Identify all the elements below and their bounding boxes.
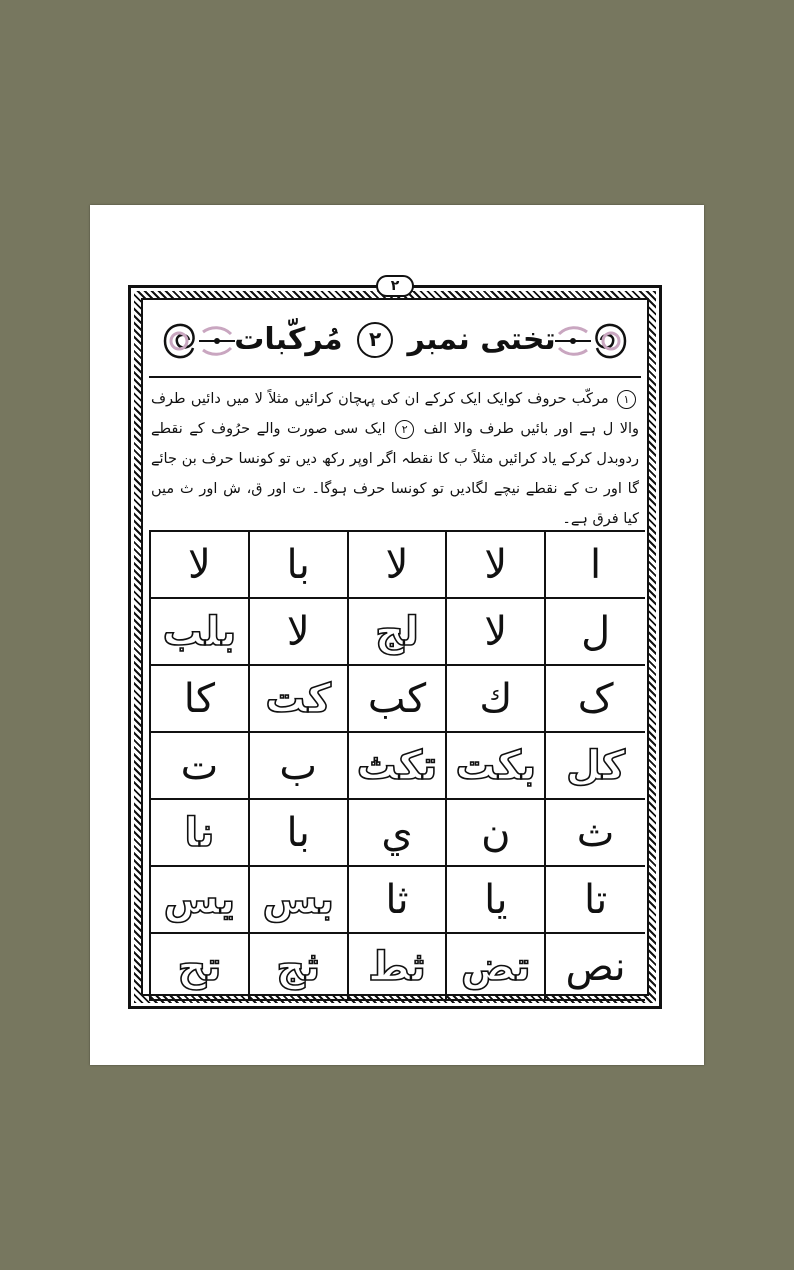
grid-cell: يس [151, 867, 250, 934]
grid-cell: کب [349, 666, 448, 733]
grid-cell: ت [151, 733, 250, 800]
grid-cell: با [250, 532, 349, 599]
grid-cell: نص [546, 934, 645, 1001]
grid-cell: تح [151, 934, 250, 1001]
grid-cell: بکت [447, 733, 546, 800]
page-border [128, 278, 662, 1009]
instruction-part-1: مرکّب حروف کوایک ایک کرکے ان کی پہچان کرائیں مثلاً لا میں دائیں طرف والا ل ہے اور بائیں طرف والا الف [151, 391, 640, 437]
title-prefix: تختی نمبر [407, 321, 556, 357]
grid-cell: ا [546, 532, 645, 599]
grid-cell: لا [250, 599, 349, 666]
ornament-right-icon [551, 312, 631, 370]
title-topic: مُرکّبات [234, 321, 343, 357]
instructions-text [151, 384, 640, 527]
grid-cell: لا [349, 532, 448, 599]
grid-cell: لا [447, 532, 546, 599]
content-frame [141, 298, 649, 996]
grid-cell: لا [447, 599, 546, 666]
ornament-left-icon [159, 312, 239, 370]
page-number: ٢ [376, 275, 414, 297]
grid-cell: ي [349, 800, 448, 867]
grid-cell: تض [447, 934, 546, 1001]
instruction-number-2: ٢ [395, 420, 414, 439]
grid-cell: کل [546, 733, 645, 800]
page-title [234, 322, 555, 359]
grid-cell: ک [546, 666, 645, 733]
grid-cell: ب [250, 733, 349, 800]
grid-cell: کت [250, 666, 349, 733]
grid-cell: يا [447, 867, 546, 934]
title-bar [149, 304, 641, 378]
grid-cell: با [250, 800, 349, 867]
grid-cell: ل [546, 599, 645, 666]
grid-cell: کا [151, 666, 250, 733]
grid-cell: تا [546, 867, 645, 934]
grid-cell: ثج [250, 934, 349, 1001]
instruction-number-1: ١ [617, 390, 636, 409]
document-page [90, 205, 704, 1065]
grid-cell: ثا [349, 867, 448, 934]
grid-cell: ثط [349, 934, 448, 1001]
grid-cell: ن [447, 800, 546, 867]
grid-cell: لا [151, 532, 250, 599]
grid-cell: بلب [151, 599, 250, 666]
letters-grid [149, 530, 645, 1001]
grid-cell: ك [447, 666, 546, 733]
grid-cell: نا [151, 800, 250, 867]
grid-cell: تکث [349, 733, 448, 800]
title-number-badge: ٢ [357, 322, 393, 358]
instruction-part-2: ایک سی صورت والے حرُوف کے نقطے ردوبدل کرکے یاد کرائیں مثلاً ب کا نقطہ اگر اوپر رکھ دیں تو کونسا حرف بن جائے گا اور ت کے نقطے نیچے لگادیں تو کونسا حرف ہوگا۔ ت اور ق، ش اور ث میں کیا فرق ہے۔ [151, 421, 639, 527]
grid-cell: بس [250, 867, 349, 934]
grid-cell: لج [349, 599, 448, 666]
grid-cell: ث [546, 800, 645, 867]
